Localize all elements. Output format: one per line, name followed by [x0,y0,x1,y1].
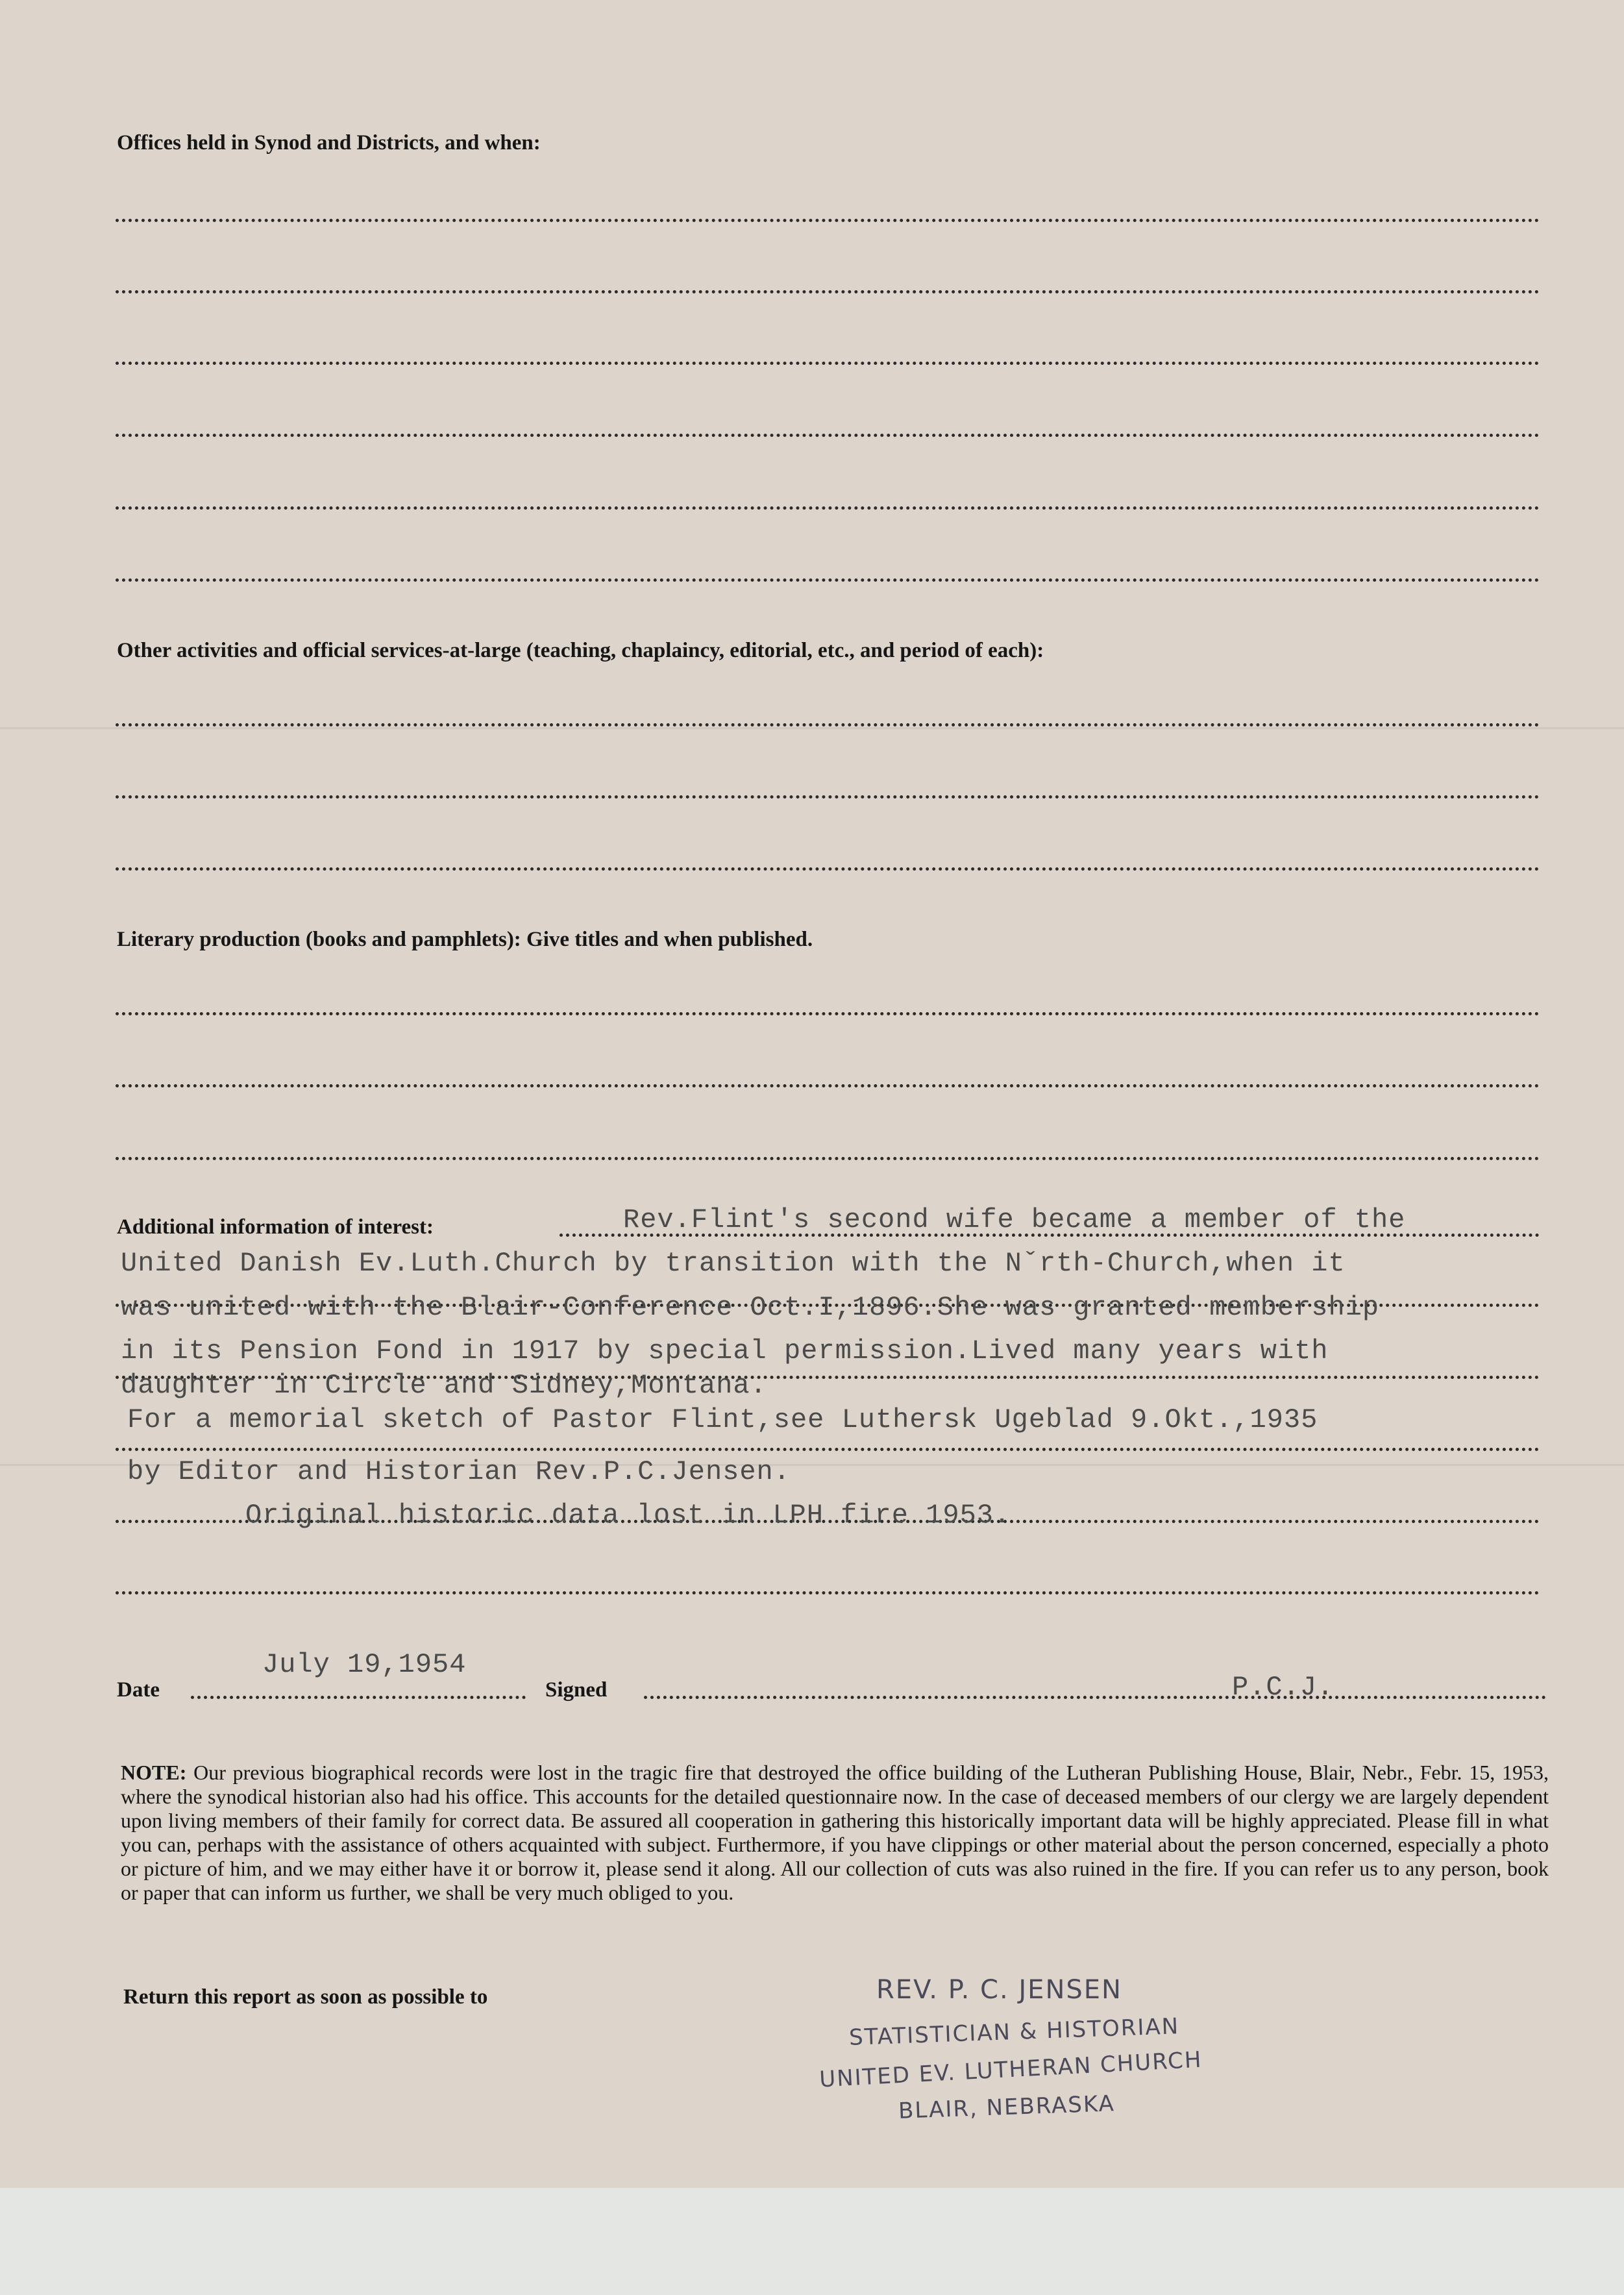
paper-fold [0,727,1624,729]
offices-line-6[interactable] [116,578,1540,582]
stamp-line-1: REV. P. C. JENSEN [876,1975,1122,2005]
date-label: Date [117,1678,160,1702]
typed-line-3: was united with the Blair-Conference Oct.I,1896.She was granted membership [121,1292,1380,1323]
literary-label: Literary production (books and pamphlets): Give titles and when published. [117,928,813,951]
signed-label: Signed [545,1678,608,1702]
note-heading: NOTE: [121,1761,187,1784]
other-activities-label: Other activities and official services-at-large (teaching, chaplaincy, editorial, etc., and period of each): [117,639,1044,662]
stamp-line-2: STATISTICIAN & HISTORIAN [848,2013,1180,2051]
scan-margin [0,2188,1624,2295]
offices-line-4[interactable] [116,434,1540,437]
note-paragraph [121,1761,1549,1905]
typed-line-5: daughter in Circle and Sidney,Montana. [121,1370,767,1401]
offices-line-2[interactable] [116,290,1540,293]
return-label: Return this report as soon as possible to [123,1985,488,2009]
other-line-2[interactable] [116,795,1540,799]
literary-line-2[interactable] [116,1084,1540,1087]
typed-line-2: United Danish Ev.Luth.Church by transition with the Nˇrth-Church,when it [121,1248,1346,1279]
typed-line-7: by Editor and Historian Rev.P.C.Jensen. [127,1456,791,1487]
typed-line-1: Rev.Flint's second wife became a member of the [623,1204,1406,1235]
offices-label: Offices held in Synod and Districts, and when: [117,131,541,155]
offices-line-3[interactable] [116,362,1540,365]
date-line[interactable] [191,1696,526,1699]
typed-line-6: For a memorial sketch of Pastor Flint,see Luthersk Ugeblad 9.Okt.,1935 [127,1404,1318,1435]
signed-line[interactable] [644,1696,1546,1699]
additional-line-6[interactable] [116,1591,1540,1594]
other-line-1[interactable] [116,723,1540,726]
additional-info-label: Additional information of interest: [117,1215,434,1239]
typed-line-4: in its Pension Fond in 1917 by special permission.Lived many years with [121,1335,1329,1367]
literary-line-3[interactable] [116,1157,1540,1160]
additional-line-4[interactable] [116,1448,1540,1451]
stamp-line-4: BLAIR, NEBRASKA [898,2090,1116,2124]
note-body: Our previous biographical records were lost in the tragic fire that destroyed the office building of the Lutheran Publishing House, Blair, Nebr., Febr. 15, 1953, where the synodical historian also had his office. This accounts for the detailed questionnaire now. In the case of deceased members of our clergy we are largely dependent upon living members of their family for correct data. Be assured all cooperation in gathering this historically important data will be highly appreciated. Please fill in what you can, perhaps with the assistance of others acquainted with subject. Furthermore, if you have clippings or other material about the person concerned, especially a photo or picture of him, and we may either have it or borrow it, please send it along. All our collection of cuts was also ruined in the fire. If you can refer us to any person, book or paper that can inform us further, we shall be very much obliged to you. [121,1761,1549,1904]
other-line-3[interactable] [116,867,1540,871]
literary-line-1[interactable] [116,1012,1540,1015]
typed-line-8: Original historic data lost in LPH fire 1953. [245,1500,1011,1531]
typed-date: July 19,1954 [262,1649,467,1680]
stamp-line-3: UNITED EV. LUTHERAN CHURCH [818,2046,1203,2093]
offices-line-1[interactable] [116,219,1540,222]
offices-line-5[interactable] [116,506,1540,510]
typed-signature: P.C.J. [1232,1672,1335,1703]
